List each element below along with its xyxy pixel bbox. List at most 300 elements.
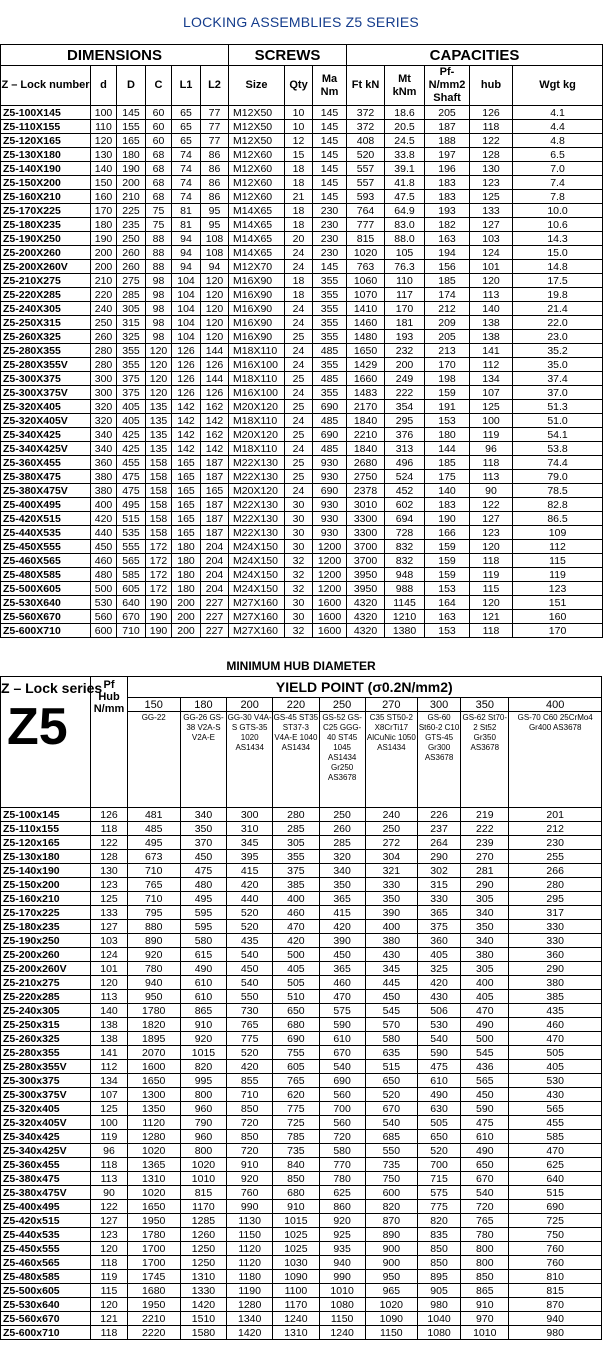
table-row (1, 190, 603, 204)
material-list-header: GS-60 St60-2 C10 GTS-45 Gr300 AS3678 (417, 712, 460, 808)
table-cell: 172 (146, 554, 172, 568)
lock-number-cell: Z5-200X260 (1, 246, 91, 260)
table-cell: 506 (417, 1004, 460, 1018)
table-cell: 302 (417, 864, 460, 878)
table-cell: 200 (172, 624, 201, 638)
table-cell: 430 (509, 1088, 602, 1102)
table-cell: 125 (470, 190, 513, 204)
table-cell: 159 (425, 554, 470, 568)
table-row (1, 372, 603, 386)
table-row (1, 442, 603, 456)
column-header: Mt kNm (385, 66, 425, 106)
table-cell: 160 (513, 610, 603, 624)
table-cell: 585 (509, 1130, 602, 1144)
table-cell: 760 (509, 1242, 602, 1256)
table-cell: 685 (365, 1130, 417, 1144)
lock-number-cell: Z5-500x605 (1, 1284, 91, 1298)
table-cell: 720 (461, 1200, 509, 1214)
table-cell: 1150 (227, 1228, 273, 1242)
table-row (1, 1312, 602, 1326)
column-header: d (91, 66, 117, 106)
table-cell: 65 (172, 134, 201, 148)
series-header (1, 677, 103, 808)
table-cell: 750 (509, 1228, 602, 1242)
table-cell: 321 (365, 864, 417, 878)
table-cell: M12X60 (229, 190, 285, 204)
table-cell: 200 (117, 176, 146, 190)
table-cell: 300 (91, 386, 117, 400)
table-cell: M24X150 (229, 540, 285, 554)
table-cell: 900 (365, 1242, 417, 1256)
table-cell: 3950 (347, 582, 385, 596)
lock-number-cell: Z5-260X325 (1, 330, 91, 344)
table-cell: 120 (201, 274, 229, 288)
table-cell: 120 (201, 302, 229, 316)
table-cell: 96 (91, 1144, 127, 1158)
table-cell: 98 (146, 274, 172, 288)
table-cell: 680 (273, 1018, 319, 1032)
lock-number-cell: Z5-530X640 (1, 596, 91, 610)
table-cell: 640 (117, 596, 146, 610)
table-cell: 135 (146, 428, 172, 442)
table-cell: 232 (385, 344, 425, 358)
table-cell: 187 (201, 498, 229, 512)
table-cell: 260 (117, 260, 146, 274)
table-cell: 145 (313, 162, 347, 176)
table-cell: 540 (227, 976, 273, 990)
table-cell: 123 (91, 878, 127, 892)
table-cell: 602 (385, 498, 425, 512)
table-row (1, 316, 603, 330)
table-cell: 610 (461, 1130, 509, 1144)
table-cell: 126 (172, 344, 201, 358)
series-big-label: Z5 (7, 698, 68, 756)
table-cell: 400 (461, 976, 509, 990)
table-cell: 118 (91, 1326, 127, 1340)
table-cell: 930 (313, 526, 347, 540)
table-cell: M20X120 (229, 428, 285, 442)
table-cell: 710 (117, 624, 146, 638)
table-cell: 720 (227, 1144, 273, 1158)
table-cell: 75 (146, 204, 172, 218)
table-cell: 435 (227, 934, 273, 948)
table-cell: 51.3 (513, 400, 603, 414)
table-cell: 320 (91, 400, 117, 414)
table-cell: 122 (470, 134, 513, 148)
table-cell: 800 (180, 1144, 226, 1158)
table-cell: 590 (417, 1046, 460, 1060)
column-header: Qty (285, 66, 313, 106)
table-cell: 720 (319, 1130, 365, 1144)
table-cell: 98 (146, 302, 172, 316)
table-cell: 540 (461, 1186, 509, 1200)
table-cell: 281 (461, 864, 509, 878)
table-cell: 35.0 (513, 358, 603, 372)
table-cell: 194 (425, 246, 470, 260)
table-cell: 118 (470, 120, 513, 134)
yield-stress-header: 200 (227, 698, 273, 712)
table-cell: 165 (201, 484, 229, 498)
table-cell: 355 (313, 302, 347, 316)
table-cell: 188 (425, 134, 470, 148)
lock-number-cell: Z5-440x535 (1, 1228, 91, 1242)
table-cell: 82.8 (513, 498, 603, 512)
table-cell: M14X65 (229, 246, 285, 260)
table-cell: 1600 (313, 610, 347, 624)
table-cell: 530 (91, 596, 117, 610)
table-cell: 119 (91, 1270, 127, 1284)
table-cell: M27X160 (229, 610, 285, 624)
table-cell: 225 (117, 204, 146, 218)
lock-number-cell: Z5-150X200 (1, 176, 91, 190)
table-cell: 165 (172, 512, 201, 526)
table-cell: 113 (470, 288, 513, 302)
table-cell: M22X130 (229, 512, 285, 526)
table-cell: 505 (509, 1046, 602, 1060)
table-row (1, 554, 603, 568)
table-cell: 354 (385, 400, 425, 414)
lock-number-cell: Z5-210x275 (1, 976, 91, 990)
lock-number-cell: Z5-120x165 (1, 836, 91, 850)
table-cell: 3010 (347, 498, 385, 512)
table-cell: 1170 (273, 1298, 319, 1312)
table-cell: 325 (417, 962, 460, 976)
table-cell: 860 (319, 1200, 365, 1214)
table-cell: 1600 (127, 1060, 180, 1074)
table-cell: 24 (285, 386, 313, 400)
table-cell: 980 (417, 1298, 460, 1312)
table-cell: 690 (273, 1032, 319, 1046)
lock-number-cell: Z5-360X455 (1, 456, 91, 470)
table-cell: 425 (117, 428, 146, 442)
table-cell: 800 (461, 1242, 509, 1256)
table-row (1, 106, 603, 120)
table-cell: 10.6 (513, 218, 603, 232)
table-cell: M22X130 (229, 498, 285, 512)
table-row (1, 1200, 602, 1214)
table-cell: 365 (319, 962, 365, 976)
table-cell: 126 (172, 386, 201, 400)
table-cell: 710 (127, 864, 180, 878)
table-cell: 380 (91, 484, 117, 498)
table-cell: 4320 (347, 596, 385, 610)
table-cell: 95 (201, 218, 229, 232)
lock-number-cell: Z5-240x305 (1, 1004, 91, 1018)
table-cell: 4320 (347, 624, 385, 638)
table-cell: 103 (470, 232, 513, 246)
table-cell: 64.9 (385, 204, 425, 218)
table-row (1, 1032, 602, 1046)
table-cell: 240 (91, 302, 117, 316)
table-cell: 60 (146, 120, 172, 134)
table-cell: 832 (385, 554, 425, 568)
table-cell: 890 (127, 934, 180, 948)
table-cell: 104 (172, 316, 201, 330)
table-cell: 280 (91, 344, 117, 358)
table-cell: 88.0 (385, 232, 425, 246)
table-cell: 1100 (273, 1284, 319, 1298)
table-cell: 420 (91, 512, 117, 526)
table-cell: 172 (146, 582, 172, 596)
table-row (1, 582, 603, 596)
table-cell: 120 (91, 134, 117, 148)
table-cell: 520 (227, 1046, 273, 1060)
table-cell: 590 (461, 1102, 509, 1116)
table-cell: 30 (285, 596, 313, 610)
table-cell: 86 (201, 148, 229, 162)
table-cell: 635 (365, 1046, 417, 1060)
lock-number-cell: Z5-130X180 (1, 148, 91, 162)
table-cell: 126 (470, 106, 513, 120)
table-cell: 1460 (347, 316, 385, 330)
table-cell: 112 (91, 1060, 127, 1074)
table-cell: 53.8 (513, 442, 603, 456)
table-cell: 35.2 (513, 344, 603, 358)
table-cell: 79.0 (513, 470, 603, 484)
table-cell: 1680 (127, 1284, 180, 1298)
table-cell: 100 (91, 1116, 127, 1130)
lock-number-cell: Z5-400x495 (1, 1200, 91, 1214)
table-cell: 150 (91, 176, 117, 190)
table-cell: 777 (347, 218, 385, 232)
table-cell: 18 (285, 274, 313, 288)
table-cell: 159 (425, 386, 470, 400)
table-cell: 183 (425, 176, 470, 190)
table-cell: 405 (273, 962, 319, 976)
column-header: hub (470, 66, 513, 106)
table-cell: 120 (146, 358, 172, 372)
table-cell: 115 (91, 1284, 127, 1298)
table-cell: 820 (180, 1060, 226, 1074)
table-cell: 325 (117, 330, 146, 344)
table-cell: 4.8 (513, 134, 603, 148)
table-cell: 285 (273, 822, 319, 836)
table-cell: 425 (117, 442, 146, 456)
table-cell: 1650 (127, 1074, 180, 1088)
table-cell: 620 (273, 1088, 319, 1102)
table-cell: 104 (172, 330, 201, 344)
table-cell: 580 (180, 934, 226, 948)
table-cell: 650 (417, 1130, 460, 1144)
table-cell: 190 (146, 596, 172, 610)
table-cell: 113 (91, 990, 127, 1004)
table-cell: 1483 (347, 386, 385, 400)
table-cell: 213 (425, 344, 470, 358)
table-cell: 1950 (127, 1214, 180, 1228)
table-cell: 800 (180, 1088, 226, 1102)
table-cell: 610 (180, 990, 226, 1004)
table-cell: 1040 (417, 1312, 460, 1326)
table-cell: 580 (365, 1032, 417, 1046)
table-cell: 405 (117, 400, 146, 414)
table-cell: 355 (313, 274, 347, 288)
table-cell: 125 (91, 892, 127, 906)
table-cell: 24 (285, 484, 313, 498)
table-cell: 98 (146, 330, 172, 344)
table-cell: 126 (201, 358, 229, 372)
table-cell: 728 (385, 526, 425, 540)
table-cell: M24X150 (229, 554, 285, 568)
table-cell: 7.0 (513, 162, 603, 176)
table-cell: 180 (425, 428, 470, 442)
table-cell: 485 (127, 822, 180, 836)
table-cell: 187 (201, 512, 229, 526)
table-cell: 340 (91, 428, 117, 442)
table-cell: 101 (91, 962, 127, 976)
table-cell: M14X65 (229, 232, 285, 246)
table-cell: 170 (91, 204, 117, 218)
table-cell: 380 (91, 470, 117, 484)
table-cell: 156 (425, 260, 470, 274)
table-cell: 103 (91, 934, 127, 948)
table-cell: 515 (509, 1186, 602, 1200)
table-cell: 340 (180, 808, 226, 822)
table-cell: 415 (319, 906, 365, 920)
table-cell: 1180 (227, 1270, 273, 1284)
table-cell: 145 (313, 148, 347, 162)
table-cell: 670 (365, 1102, 417, 1116)
table-cell: 500 (461, 1032, 509, 1046)
table-cell: 90 (470, 484, 513, 498)
table-cell: 219 (461, 808, 509, 822)
table-cell: 140 (470, 302, 513, 316)
table-cell: 1080 (319, 1298, 365, 1312)
table-cell: 165 (172, 470, 201, 484)
table-cell: 340 (319, 864, 365, 878)
table-cell: 430 (365, 948, 417, 962)
table-cell: 105 (385, 246, 425, 260)
table-cell: 390 (319, 934, 365, 948)
table-cell: 187 (425, 120, 470, 134)
table-cell: 144 (425, 442, 470, 456)
lock-number-cell: Z5-110x155 (1, 822, 91, 836)
table-cell: 710 (127, 892, 180, 906)
table-cell: 37.0 (513, 386, 603, 400)
table-cell: 112 (513, 540, 603, 554)
table-cell: 30 (285, 512, 313, 526)
table-cell: 610 (319, 1032, 365, 1046)
table-cell: 205 (425, 330, 470, 344)
table-cell: 1600 (313, 596, 347, 610)
table-cell: 164 (425, 596, 470, 610)
lock-number-cell: Z5-560X670 (1, 610, 91, 624)
table-cell: 673 (127, 850, 180, 864)
table-cell: 540 (417, 1032, 460, 1046)
table-cell: 163 (425, 232, 470, 246)
lock-number-cell: Z5-140x190 (1, 864, 91, 878)
table-cell: 1010 (319, 1284, 365, 1298)
table-cell: 204 (201, 568, 229, 582)
table-cell: 1200 (313, 568, 347, 582)
table-cell: 142 (172, 400, 201, 414)
table-cell: 670 (319, 1046, 365, 1060)
table-cell: 88 (146, 232, 172, 246)
table-cell: 540 (365, 1116, 417, 1130)
table-cell: 760 (509, 1256, 602, 1270)
table-cell: 1429 (347, 358, 385, 372)
table-cell: 230 (313, 246, 347, 260)
table-cell: 4320 (347, 610, 385, 624)
table-cell: 6.5 (513, 148, 603, 162)
table-row (1, 358, 603, 372)
table-cell: 694 (385, 512, 425, 526)
table-cell: 995 (180, 1074, 226, 1088)
table-cell: 490 (461, 1018, 509, 1032)
table-cell: 183 (425, 498, 470, 512)
lock-number-cell: Z5-200x260 (1, 948, 91, 962)
table-cell: 900 (365, 1256, 417, 1270)
table-cell: 315 (117, 316, 146, 330)
table-cell: 910 (227, 1158, 273, 1172)
table-cell: 520 (417, 1144, 460, 1158)
table-cell: 920 (180, 1032, 226, 1046)
table-cell: 475 (417, 1060, 460, 1074)
table-cell: 820 (417, 1214, 460, 1228)
table-cell: 375 (273, 864, 319, 878)
table-row (1, 204, 603, 218)
material-list-header: GS-52 GS-C25 GGG-40 ST45 1045 AS1434 Gr250 AS3678 (319, 712, 365, 808)
table-row (1, 386, 603, 400)
table-cell: 32 (285, 554, 313, 568)
lock-number-cell: Z5-220x285 (1, 990, 91, 1004)
lock-number-cell: Z5-240X305 (1, 302, 91, 316)
table-row (1, 1018, 602, 1032)
table-cell: 470 (461, 1004, 509, 1018)
table-cell: 180 (172, 568, 201, 582)
table-cell: 990 (319, 1270, 365, 1284)
table-cell: 78.5 (513, 484, 603, 498)
table-cell: 763 (347, 260, 385, 274)
table-cell: 315 (417, 878, 460, 892)
table-cell: 790 (180, 1116, 226, 1130)
table-cell: 144 (201, 344, 229, 358)
table-cell: 158 (146, 470, 172, 484)
table-row (1, 1102, 602, 1116)
table-cell: 60 (146, 134, 172, 148)
table-cell: 910 (273, 1200, 319, 1214)
table-cell: 120 (146, 386, 172, 400)
table-cell: 19.8 (513, 288, 603, 302)
table-cell: 950 (127, 990, 180, 1004)
table-cell: 1260 (180, 1228, 226, 1242)
table-cell: 193 (385, 330, 425, 344)
table-cell: 185 (425, 274, 470, 288)
table-row (1, 1256, 602, 1270)
table-cell: 475 (180, 864, 226, 878)
table-cell: M12X60 (229, 176, 285, 190)
table-cell: 130 (91, 864, 127, 878)
table-cell: 153 (425, 582, 470, 596)
table-row (1, 990, 602, 1004)
table-cell: 200 (172, 596, 201, 610)
table-cell: 935 (319, 1242, 365, 1256)
table-cell: 145 (313, 106, 347, 120)
table-cell: 1780 (127, 1228, 180, 1242)
table-cell: 123 (91, 1228, 127, 1242)
table-row (1, 822, 602, 836)
table-cell: 1840 (347, 442, 385, 456)
table-cell: 450 (91, 540, 117, 554)
table-cell: 24.5 (385, 134, 425, 148)
dimensions-table (0, 44, 603, 638)
table-cell: 360 (417, 934, 460, 948)
table-row (1, 176, 603, 190)
table-row (1, 1144, 602, 1158)
table-cell: 74.4 (513, 456, 603, 470)
table-cell: 495 (127, 836, 180, 850)
table-cell: 350 (461, 920, 509, 934)
table-cell: 25 (285, 330, 313, 344)
